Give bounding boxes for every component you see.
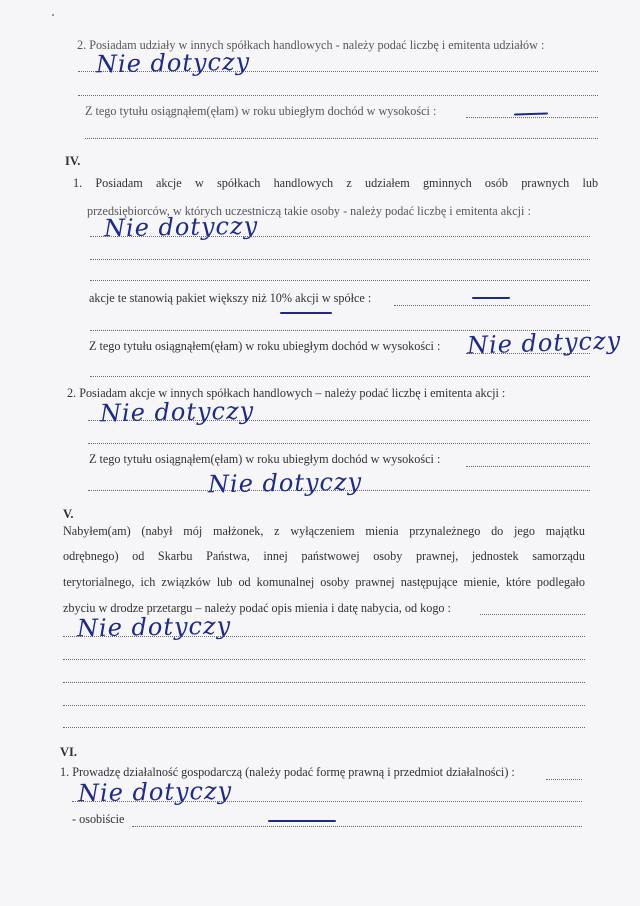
vi-item1-answer-handwriting: Nie dotyczy [77, 776, 233, 808]
answer-line [88, 443, 590, 444]
answer-line [480, 614, 585, 615]
scan-speck [52, 14, 54, 16]
iii-income-text: Z tego tytułu osiągnąłem(ęłam) w roku ubiegłym dochód w wysokości : [85, 104, 437, 118]
answer-line [90, 280, 590, 281]
answer-line [63, 659, 585, 660]
iv-item2-text: 2. Posiadam akcje w innych spółkach handlowych – należy podać liczbę i emitenta akcji : [67, 386, 506, 400]
answer-line [90, 259, 590, 260]
v-line4: zbyciu w drodze przetargu – należy podać opis mienia i datę nabycia, od kogo : [63, 601, 451, 615]
v-line1: Nabyłem(am) (nabył mój małżonek, z wyłączeniem mienia przynależnego do jego majątku [63, 524, 585, 538]
section-iv-heading: IV. [65, 154, 81, 168]
answer-line [78, 95, 598, 96]
answer-line [90, 236, 590, 237]
iv-item1-answer-handwriting: Nie dotyczy [103, 211, 259, 243]
v-answer-handwriting: Nie dotyczy [76, 611, 232, 643]
answer-line [63, 682, 585, 683]
answer-line [63, 705, 585, 706]
answer-line [85, 138, 598, 139]
vi-osobiscie-dash [268, 820, 336, 822]
answer-line [63, 636, 585, 637]
iv-income2-text: Z tego tytułu osiągnąłem(ęłam) w roku ubiegłym dochód w wysokości : [89, 452, 441, 466]
answer-line [132, 826, 582, 827]
v-line3: terytorialnego, ich związków lub od komunalnej osoby prawnej następujące mienie, które podlegało [63, 575, 585, 589]
iii-item2-text: 2. Posiadam udziały w innych spółkach handlowych - należy podać liczbę i emitenta udziałów : [77, 38, 545, 52]
iii-income-dash [514, 112, 548, 115]
iv-item1-line1: 1. Posiadam akcje w spółkach handlowych z udziałem gminnych osób prawnych lub [73, 176, 599, 190]
answer-line [72, 801, 582, 802]
iv-item2-answer-handwriting: Nie dotyczy [99, 396, 255, 428]
section-vi-heading: VI. [60, 745, 78, 759]
iv-packet-dash [472, 297, 510, 299]
iv-income1-text: Z tego tytułu osiągnąłem(ęłam) w roku ubiegłym dochód w wysokości : [89, 339, 441, 353]
vi-item1-text: 1. Prowadzę działalność gospodarczą (należy podać formę prawną i przedmiot działalności) : [60, 765, 515, 779]
answer-line [466, 117, 598, 118]
iv-packet-text: akcje te stanowią pakiet większy niż 10% akcji w spółce : [89, 291, 372, 305]
answer-line [394, 305, 590, 306]
vi-osobiscie-text: - osobiście [72, 812, 125, 826]
section-v-heading: V. [63, 507, 74, 521]
answer-line [63, 727, 585, 728]
answer-line [546, 779, 582, 780]
iv-underline-mark [280, 312, 332, 314]
iv-income2-answer-handwriting: Nie dotyczy [207, 467, 363, 499]
iii-item2-answer-handwriting: Nie dotyczy [95, 47, 251, 79]
iv-item1-line2: przedsiębiorców, w których uczestniczą takie osoby - należy podać liczbę i emitenta akcji : [87, 204, 531, 218]
iv-income1-answer-handwriting: Nie dotyczy [466, 326, 622, 360]
v-line2: odrębnego) od Skarbu Państwa, innej państwowej osoby prawnej, jednostek samorządu [63, 549, 585, 563]
answer-line [90, 376, 590, 377]
answer-line [466, 466, 590, 467]
